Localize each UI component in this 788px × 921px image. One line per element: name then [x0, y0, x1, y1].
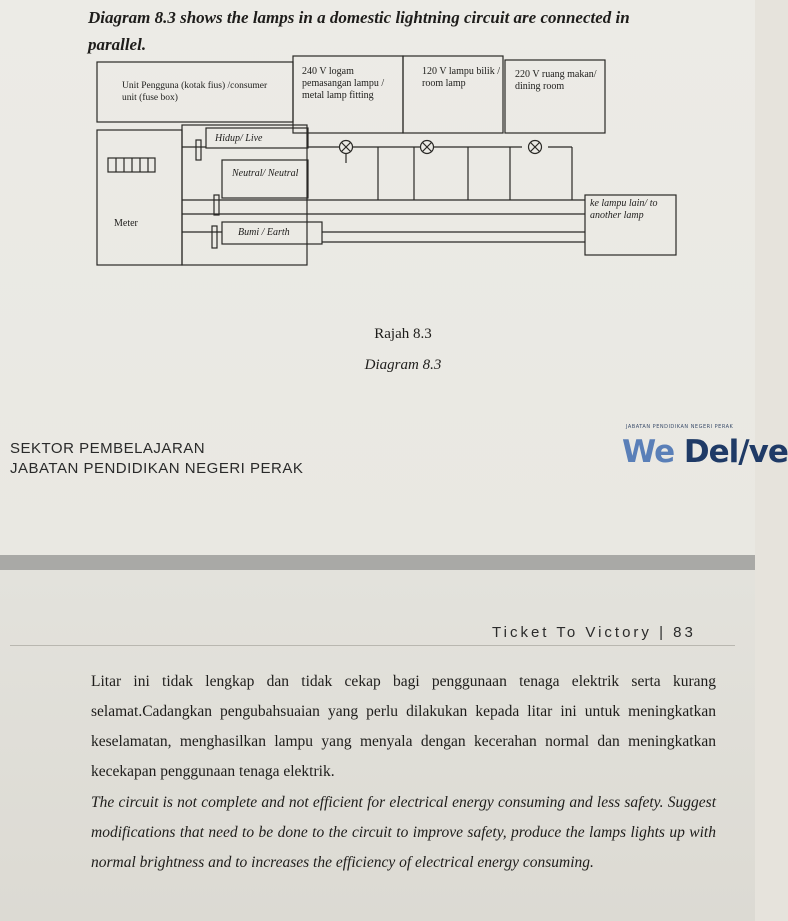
- live-label: Hidup/ Live: [215, 133, 263, 144]
- room-120-label: 120 V lampu bilik / room lamp: [422, 66, 500, 89]
- circuit-diagram: [0, 0, 755, 300]
- dining-220-label: 220 V ruang makan/ dining room: [515, 69, 597, 92]
- question-english: The circuit is not complete and not efficient for electrical energy consuming and less safety. Suggest modifications that need to be done to the circuit to improve safety, produce the lamps lights up with normal brightness and to increases the efficiency of electrical energy consuming.: [91, 794, 716, 871]
- footer-rule: [10, 645, 735, 646]
- page-footer-ticket: Ticket To Victory | 83: [492, 624, 696, 641]
- caption-malay: Rajah 8.3: [374, 326, 432, 342]
- question-malay: Litar ini tidak lengkap dan tidak cekap bagi penggunaan tenaga elektrik serta kurang selamat.Cadangkan pengubahsuaian yang perlu dilakukan kepada litar ini untuk meningkatkan keselamatan, menghasilkan lampu yang menyala dengan kecerahan normal dan meningkatkan kecekapan penggunaan tenaga elektrik.: [91, 673, 716, 780]
- sektor-line-1: SEKTOR PEMBELAJARAN: [10, 440, 206, 457]
- consumer-unit-label: Unit Pengguna (kotak fius) /consumer unit (fuse box): [122, 81, 268, 103]
- another-lamp-label: ke lampu lain/ to another lamp: [590, 198, 658, 221]
- meter-label: Meter: [114, 218, 138, 229]
- caption-english: Diagram 8.3: [364, 357, 442, 373]
- page-separator: [0, 555, 755, 570]
- earth-label: Bumi / Earth: [238, 227, 290, 238]
- meter-box: [97, 130, 182, 265]
- sektor-line-2: JABATAN PENDIDIKAN NEGERI PERAK: [10, 460, 304, 477]
- we-deliver-logo: We Del/ve: [622, 434, 788, 470]
- fitting-240-label: 240 V logam pemasangan lampu / metal lamp fitting: [302, 66, 385, 101]
- question-heading: Diagram 8.3 shows the lamps in a domestic lightning circuit are connected in parallel.: [88, 8, 630, 54]
- logo-small-text: JABATAN PENDIDIKAN NEGERI PERAK: [626, 424, 734, 430]
- neutral-label: Neutral/ Neutral: [232, 168, 299, 179]
